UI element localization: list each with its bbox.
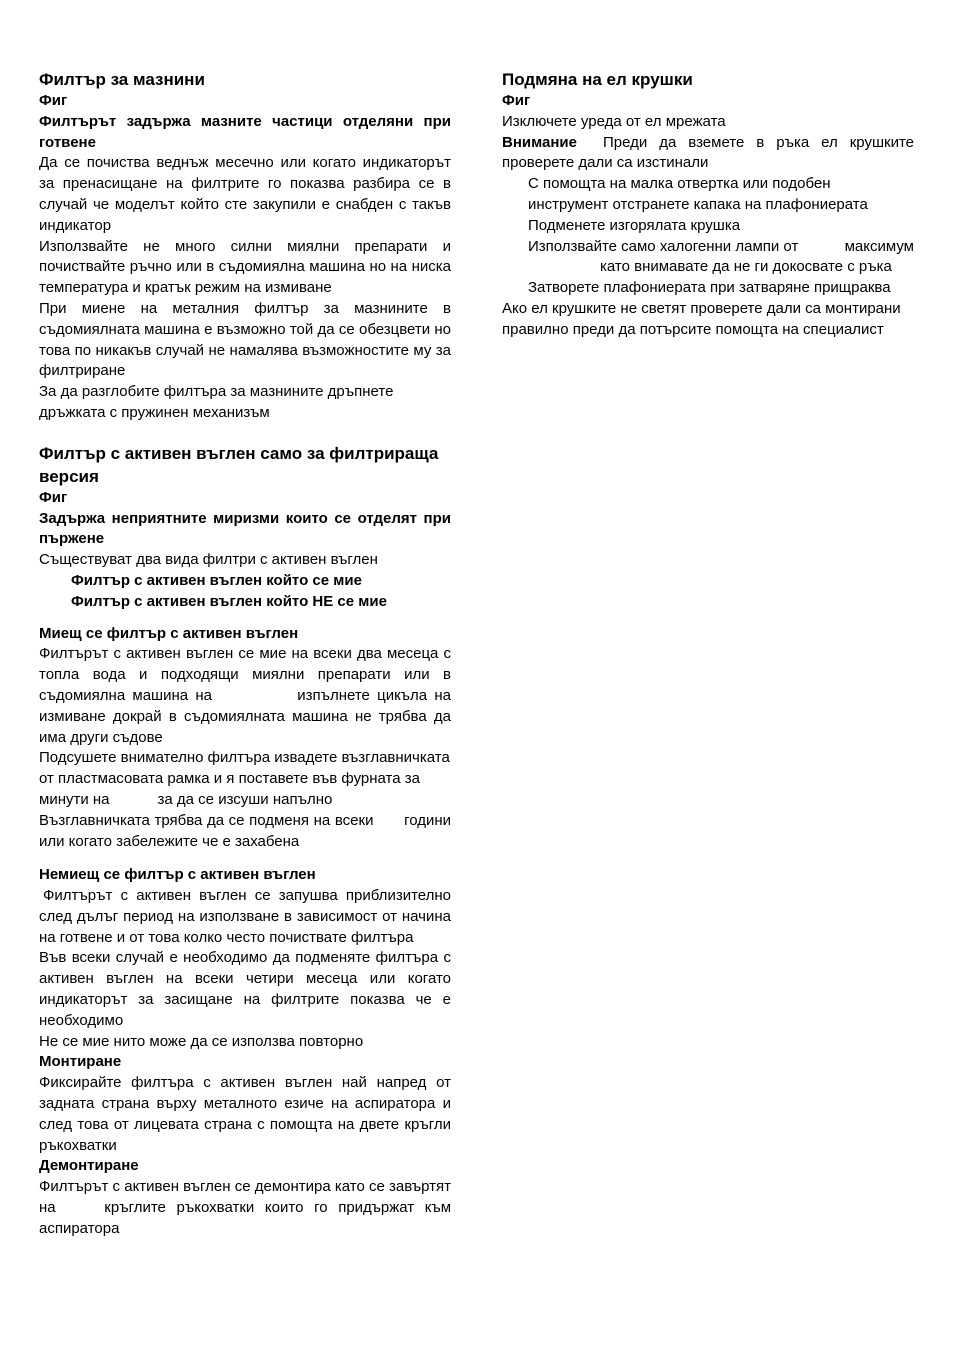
text-fragment: изпълнете цикъла на измиване докрай в съдомиялната машина не трябва да има други съдове <box>39 686 451 746</box>
grease-filter-lead: Филтърът задържа мазните частици отделяни при готвене <box>39 112 451 151</box>
text-fragment: Възглавничката трябва да се подменя на всеки <box>39 811 374 829</box>
step-item: С помощта на малка отвертка или подобен инструмент отстранете капака на плафониерата <box>528 175 868 213</box>
paragraph: Съществуват два вида филтри с активен въглен <box>39 551 378 569</box>
text-fragment: максимум <box>844 237 914 255</box>
figure-reference: Фиг <box>39 92 68 109</box>
paragraph <box>39 811 451 853</box>
paragraph: За да разглобите филтъра за мазнините дръпнете дръжката с пружинен механизъм <box>39 383 394 421</box>
section-title-bulb-replacement: Подмяна на ел крушки <box>502 70 693 89</box>
paragraph: При миене на металния филтър за мазнините в съдомиялната машина е възможно той да се обезцвети но това по никакъв случай не намалява възможностите му за филтриране <box>39 299 451 380</box>
step-item-continuation: като внимавате да не ги докосвате с ръка <box>600 258 892 276</box>
paragraph: Във всеки случай е необходимо да подменяте филтъра с активен въглен на всеки четири месеца или когато индикаторът за засищане на филтрите показва че е необходимо <box>39 949 451 1029</box>
text-fragment: за да се изсуши напълно <box>157 790 333 808</box>
warning-label: Внимание <box>502 133 577 151</box>
filter-type-item: Филтър с активен въглен който се мие <box>71 571 362 589</box>
subsection-title-dismounting: Демонтиране <box>39 1157 139 1175</box>
paragraph <box>39 1177 451 1239</box>
warning-text: Преди да вземете в ръка ел крушките проверете дали са изстинали <box>502 133 914 172</box>
section-title-grease-filter: Филтър за мазнини <box>39 70 205 89</box>
figure-reference: Фиг <box>502 92 531 109</box>
step-item: Затворете плафониерата при затваряне прищраква <box>528 279 891 297</box>
section-title-carbon-filter: Филтър с активен въглен само за филтрираща версия <box>39 443 439 486</box>
paragraph <box>39 644 451 748</box>
text-fragment: Филтърът с активен въглен се мие на всеки два месеца с топла вода и подходящи миялни препарати или в съдомиялна машина на <box>39 645 451 704</box>
paragraph: Филтърът с активен въглен се запушва приблизително след дълъг период на използване в зависимост от начина на готвене и от това колко често почиствате филтъра <box>39 887 451 946</box>
warning-paragraph <box>502 133 914 175</box>
paragraph: Ако ел крушките не светят проверете дали са монтирани правилно преди да потърсите помощта на специалист <box>502 299 901 338</box>
paragraph <box>39 748 451 810</box>
text-fragment: Подсушете внимателно филтъра извадете възглавничката от пластмасовата рамка и я поставете във фурната за <box>39 749 450 788</box>
paragraph: Изключете уреда от ел мрежата <box>502 112 726 130</box>
figure-reference: Фиг <box>39 488 68 506</box>
step-item <box>502 237 914 258</box>
subsection-title-washable: Миещ се филтър с активен въглен <box>39 624 299 642</box>
step-item: Подменете изгорялата крушка <box>528 216 741 234</box>
carbon-filter-lead: Задържа неприятните миризми които се отделят при пържене <box>39 509 451 548</box>
text-fragment: минути на <box>39 790 110 808</box>
text-fragment: Използвайте само халогенни лампи от <box>528 237 799 255</box>
text-fragment: години или когато забележите че е захабена <box>39 811 452 850</box>
text-fragment: кръглите ръкохватки които го придържат към аспиратора <box>39 1199 452 1237</box>
left-column <box>39 66 451 1240</box>
paragraph: Използвайте не много силни миялни препарати и почиствайте ръчно или в съдомиялна машина но на ниска температура и кратък режим на измиване <box>39 237 451 297</box>
paragraph: Не се мие нито може да се използва повторно <box>39 1032 364 1050</box>
subsection-title-mounting: Монтиране <box>39 1053 122 1071</box>
paragraph: Фиксирайте филтъра с активен въглен най напред от задната страна върху металното езиче на аспиратора и след това от лицевата страна с помощта на двете кръгли ръкохватки <box>39 1074 451 1154</box>
paragraph: Да се почиства веднъж месечно или когато индикаторът за пренасищане на филтрите го показва разбира се в случай че моделът който сте закупили е снабден с такъв индикатор <box>39 154 451 234</box>
text-fragment: Филтърът с активен въглен се демонтира като се завъртят на <box>39 1178 451 1217</box>
right-column <box>502 66 914 341</box>
filter-type-item: Филтър с активен въглен който НЕ се мие <box>71 592 387 610</box>
subsection-title-nonwashable: Немиещ се филтър с активен въглен <box>39 866 316 884</box>
